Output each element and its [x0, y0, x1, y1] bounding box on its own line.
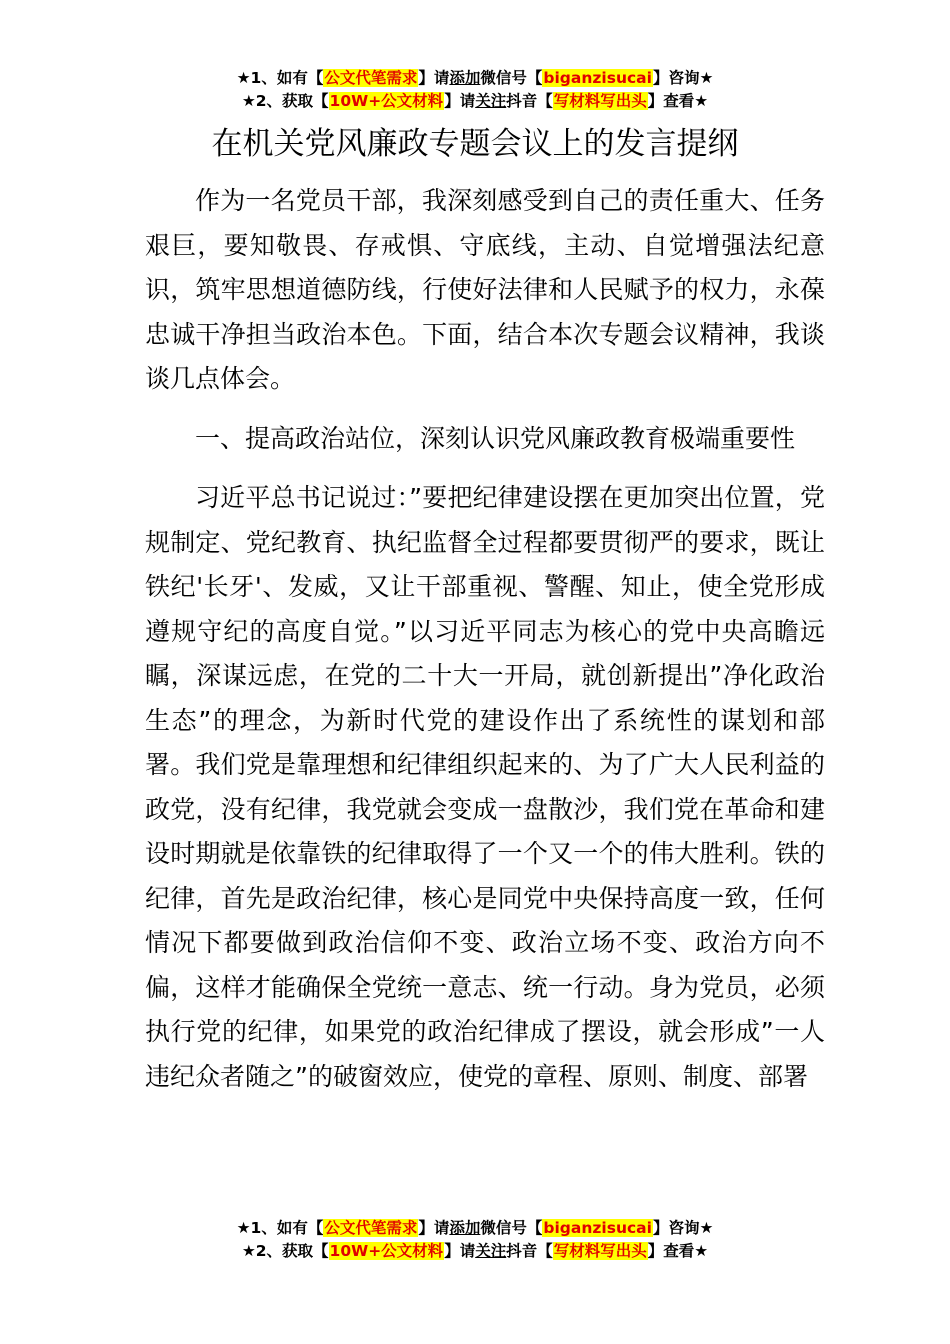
promo-text: 1、如有【: [250, 69, 324, 87]
promo-text: 】请: [418, 1219, 450, 1237]
body-paragraph: 习近平总书记说过：”要把纪律建设摆在更加突出位置，党规制定、党纪教育、执纪监督全过程都要贯彻严的要求，既让铁纪'长牙'、发威，又让干部重视、警醒、知止，使全党形成遵规守纪的高度自觉。”以习近平同志为核心的党中央高瞻远瞩，深谋远虑，在党的二十大一开局，就创新提出”净化政治生态”的理念，为新时代党的建设作出了系统性的谋划和部署。我们党是靠理想和纪律组织起来的、为了广大人民利益的政党，没有纪律，我党就会变成一盘散沙，我们党在革命和建设时期就是依靠铁的纪律取得了一个又一个的伟大胜利。铁的纪律，首先是政治纪律，核心是同党中央保持高度一致，任何情况下都要做到政治信仰不变、政治立场不变、政治方向不偏，这样才能确保全党统一意志、统一行动。身为党员，必须执行党的纪律，如果党的政治纪律成了摆设，就会形成”一人违纪众者随之”的破窗效应，使党的章程、原则、制度、部署: [145, 483, 825, 1091]
materials-highlight: 10W+公文材料: [329, 1242, 444, 1260]
wechat-id-highlight: biganzisucai: [543, 1219, 652, 1237]
star-icon: ★: [241, 1242, 256, 1260]
star-icon: ★: [241, 92, 256, 110]
promo-text: 1、如有【: [250, 1219, 324, 1237]
follow-text: 关注: [475, 92, 507, 110]
materials-highlight: 10W+公文材料: [329, 92, 444, 110]
douyin-account-highlight: 写材料写出头: [553, 92, 647, 110]
promo-text: 】咨询★: [652, 1219, 714, 1237]
document-title: 在机关党风廉政专题会议上的发言提纲: [211, 126, 739, 162]
promo-text: 微信号【: [480, 1219, 543, 1237]
add-text: 添加: [449, 1219, 481, 1237]
promo-text: 】请: [444, 92, 476, 110]
promo-header: [0, 67, 950, 113]
intro-paragraph: 作为一名党员干部，我深刻感受到自己的责任重大、任务艰巨，要知敬畏、存戒惧、守底线，主动、自觉增强法纪意识，筑牢思想道德防线，行使好法律和人民赋予的权力，永葆忠诚干净担当政治本色。下面，结合本次专题会议精神，我谈谈几点体会。: [145, 186, 825, 393]
promo-text: 】请: [418, 69, 450, 87]
promo-text: 抖音【: [506, 1242, 553, 1260]
promo-text: 2、获取【: [255, 92, 329, 110]
star-icon: ★: [236, 69, 251, 87]
promo-line-1: [0, 67, 950, 90]
promo-text: 2、获取【: [255, 1242, 329, 1260]
promo-line-2: [0, 1240, 950, 1263]
promo-text: 抖音【: [506, 92, 553, 110]
promo-footer: [0, 1217, 950, 1263]
promo-line-1: [0, 1217, 950, 1240]
promo-text: 】查看★: [647, 92, 709, 110]
add-text: 添加: [449, 69, 481, 87]
follow-text: 关注: [475, 1242, 507, 1260]
section-heading: 一、提高政治站位，深刻认识党风廉政教育极端重要性: [195, 423, 796, 453]
promo-text: 】查看★: [647, 1242, 709, 1260]
promo-line-2: [0, 90, 950, 113]
service-highlight: 公文代笔需求: [324, 69, 418, 87]
promo-text: 】请: [444, 1242, 476, 1260]
wechat-id-highlight: biganzisucai: [543, 69, 652, 87]
douyin-account-highlight: 写材料写出头: [553, 1242, 647, 1260]
promo-text: 微信号【: [480, 69, 543, 87]
document-body: [145, 179, 825, 1099]
star-icon: ★: [236, 1219, 251, 1237]
promo-text: 】咨询★: [652, 69, 714, 87]
service-highlight: 公文代笔需求: [324, 1219, 418, 1237]
